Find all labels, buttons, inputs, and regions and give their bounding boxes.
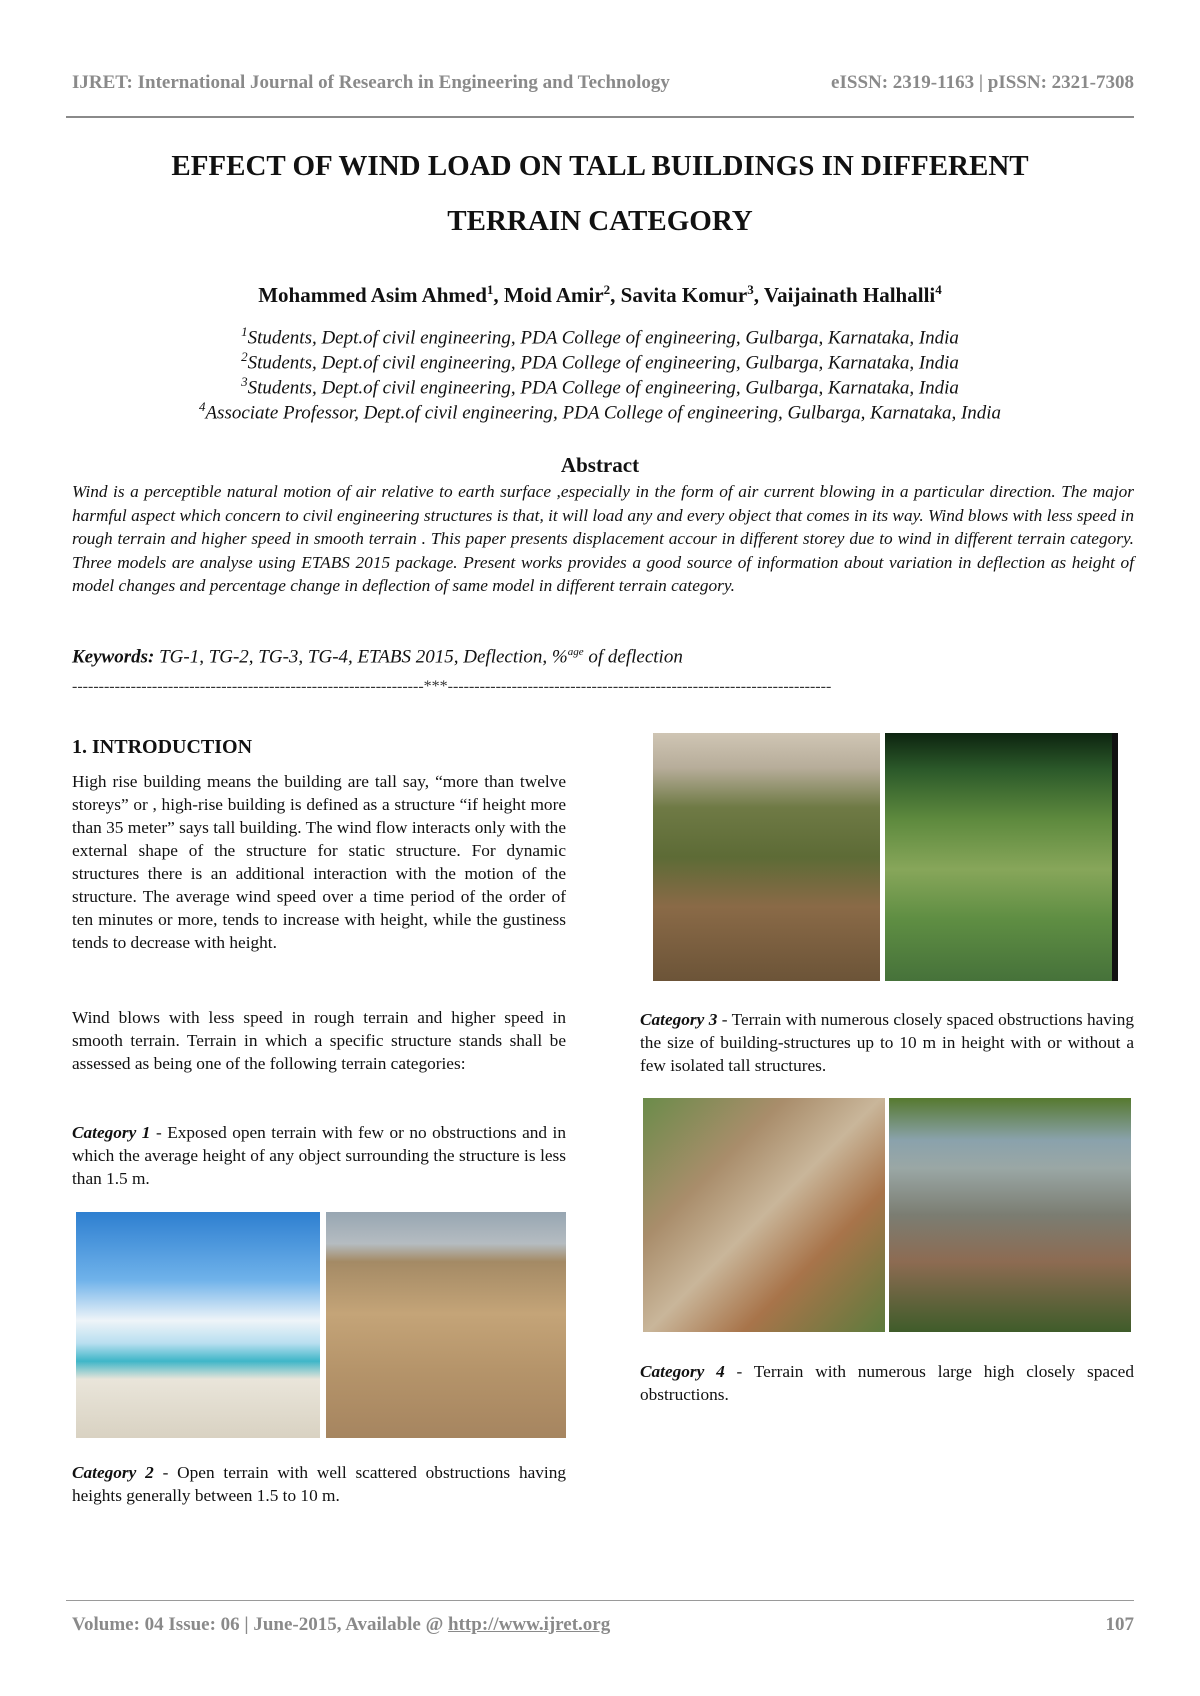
author: Savita Komur$^3$,	[620, 282, 764, 307]
header-rule	[66, 116, 1134, 118]
journal-name: IJRET: International Journal of Research in Engineering and Technology	[72, 72, 670, 93]
category-3-description: Category 3 - Terrain with numerous closely spaced obstructions having the size of building-structures up to 10 m in height with or without a few isolated tall structures.	[640, 1010, 1134, 1075]
affiliation: $^1$Students, Dept.of civil engineering, PDA College of engineering, Gulbarga, Karnataka, India	[241, 324, 959, 349]
green-landscape-photo	[885, 733, 1118, 981]
keywords: Keywords: TG-1, TG-2, TG-3, TG-4, ETABS 2015, Deflection, %$^{age}$ of deflection	[72, 646, 683, 668]
category-2-description: Category 2 - Open terrain with well scattered obstructions having heights generally between 1.5 to 10 m.	[72, 1463, 566, 1505]
affiliation: $^2$Students, Dept.of civil engineering, PDA College of engineering, Gulbarga, Karnataka, India	[241, 349, 959, 374]
section-heading: 1. INTRODUCTION	[72, 736, 253, 758]
paragraph: Wind blows with less speed in rough terrain and higher speed in smooth terrain. Terrain in which a specific structure stands shall be assessed as being one of the following terrain categories:	[72, 1008, 566, 1073]
author: Vaijainath Halhalli$^4$	[763, 282, 942, 307]
affiliation: $^4$Associate Professor, Dept.of civil engineering, PDA College of engineering, Gulbarga, Karnataka, India	[198, 399, 1002, 424]
town-church-photo	[889, 1098, 1131, 1332]
footer-volume: Volume: 04 Issue: 06 | June-2015, Available @ http://www.ijret.org	[72, 1614, 611, 1635]
desert-photo	[326, 1212, 566, 1438]
author: Moid Amir$^2$,	[503, 282, 621, 307]
paper-title-line-1: EFFECT OF WIND LOAD ON TALL BUILDINGS IN DIFFERENT	[171, 150, 1029, 182]
village-photo	[653, 733, 880, 981]
affiliation: $^3$Students, Dept.of civil engineering, PDA College of engineering, Gulbarga, Karnataka, India	[241, 374, 959, 399]
beach-photo	[76, 1212, 320, 1438]
author-list	[66, 282, 1134, 308]
paper-title-line-2: TERRAIN CATEGORY	[447, 205, 753, 237]
abstract-heading: Abstract	[560, 453, 640, 477]
paragraph: High rise building means the building are tall say, “more than twelve storeys” or , high-rise building is defined as a structure “if height more than 35 meter” says tall building. The wind flow interacts only with the external shape of the structure for static structure. For dynamic structures there is an additional interaction with the motion of the structure. The average wind speed over a time period of the order of ten minutes or more, tends to increase with height, while the gustiness tends to decrease with height.	[72, 772, 566, 952]
category-4-description: Category 4 - Terrain with numerous large high closely spaced obstructions.	[640, 1362, 1134, 1404]
journal-link[interactable]: http://www.ijret.org	[448, 1614, 611, 1635]
footer-rule	[66, 1600, 1134, 1601]
aerial-houses-photo	[643, 1098, 885, 1332]
section-separator: ------------------------------------------------------------------***------------------------------------------------------------------------	[72, 678, 832, 695]
page-number: 107	[1105, 1614, 1134, 1635]
author: Mohammed Asim Ahmed$^1$,	[258, 282, 504, 307]
abstract-text: Wind is a perceptible natural motion of air relative to earth surface ,especially in the form of air current blowing in a particular direction. The major harmful aspect which concern to civil engineering structures is that, it will load any and every object that comes in its way. Wind blows with less speed in rough terrain and higher speed in smooth terrain . This paper presents displacement accour in different storey due to wind in different terrain category. Three models are analyse using ETABS 2015 package. Present works provides a good source of information about variation in deflection as height of model changes and percentage change in deflection of same model in different terrain category.	[72, 482, 1134, 595]
issn: eISSN: 2319-1163 | pISSN: 2321-7308	[831, 72, 1134, 93]
keywords-label: Keywords:	[72, 646, 155, 668]
category-1-description: Category 1 - Exposed open terrain with few or no obstructions and in which the average height of any object surrounding the structure is less than 1.5 m.	[72, 1123, 566, 1188]
